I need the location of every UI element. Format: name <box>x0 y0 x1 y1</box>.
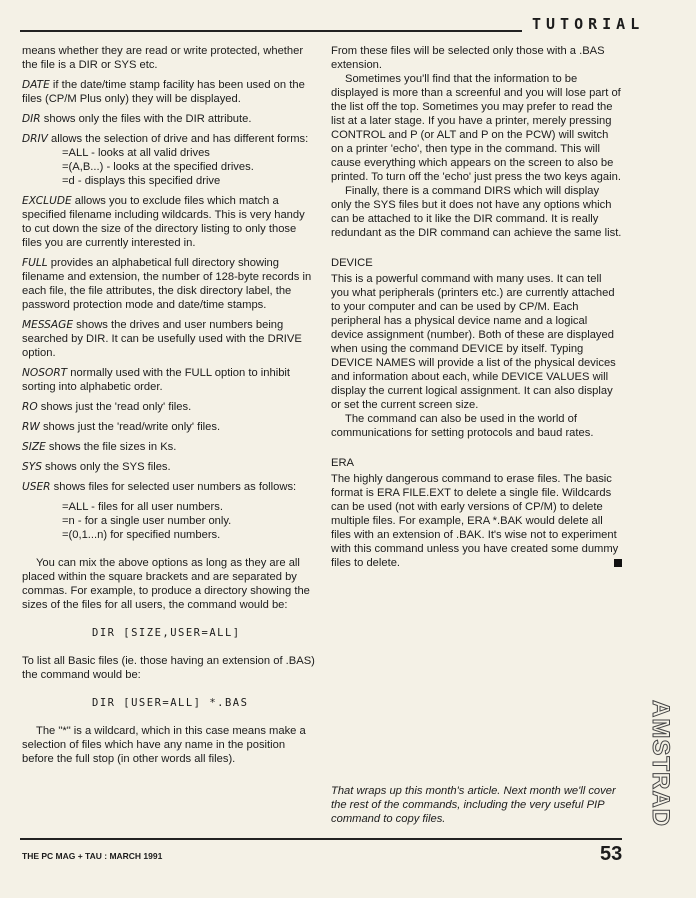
footer-rule <box>20 838 622 840</box>
driv-option-1: =ALL - looks at all valid drives <box>62 147 210 159</box>
driv-option-2: =(A,B...) - looks at the specified drives. <box>62 161 254 173</box>
option-sys <box>22 460 317 474</box>
option-message <box>22 318 317 360</box>
paragraph: From these files will be selected only those with a .BAS extension. <box>331 45 605 71</box>
option-keyword: NOSORT <box>22 367 68 379</box>
paragraph-screenful: Sometimes you'll find that the information to be displayed is more than a screenful and you will lose part of the list off the top. Sometimes you may prefer to read the list at a later stage. If you have a printer, merely pressing CONTROL and P (or ALT and P on the PCW) will switch on a printer 'echo', then type in the command. This will cause everything which appears on the screen to also be printed. To turn off the 'echo' just press the two keys again. <box>331 73 621 183</box>
option-driv <box>22 132 317 146</box>
option-desc: normally used with the FULL option to inhibit sorting into alphabetic order. <box>22 367 291 393</box>
closing-note: That wraps up this month's article. Next month we'll cover the rest of the commands, including the very useful PIP command to copy files. <box>331 785 616 825</box>
section-label: TUTORIAL <box>532 15 645 33</box>
page-number: 53 <box>600 843 623 865</box>
driv-option-3: =d - displays this specified drive <box>62 175 221 187</box>
option-size <box>22 440 317 454</box>
option-keyword: SIZE <box>22 441 46 453</box>
section-heading-era: ERA <box>331 457 355 469</box>
option-exclude <box>22 194 317 250</box>
option-keyword: EXCLUDE <box>22 195 72 207</box>
option-desc: shows the file sizes in Ks. <box>45 441 177 453</box>
option-full <box>22 256 317 312</box>
option-keyword: RW <box>22 421 40 433</box>
paragraph-basic-files: To list all Basic files (ie. those having an extension of .BAS) the command would be: <box>22 655 315 681</box>
option-desc: shows only the files with the DIR attribute. <box>40 113 252 125</box>
option-keyword: USER <box>22 481 51 493</box>
option-desc: if the date/time stamp facility has been used on the files (CP/M Plus only) they will be displayed. <box>22 79 305 105</box>
option-desc: shows just the 'read/write only' files. <box>39 421 221 433</box>
option-keyword: FULL <box>22 257 48 269</box>
option-dir <box>22 112 317 126</box>
option-keyword: RO <box>22 401 38 413</box>
option-keyword: MESSAGE <box>22 319 74 331</box>
paragraph: means whether they are read or write protected, whether the file is a DIR or SYS etc. <box>22 45 304 71</box>
section-heading-device: DEVICE <box>331 257 373 269</box>
option-date <box>22 78 317 106</box>
user-option-2: =n - for a single user number only. <box>62 515 232 527</box>
footer-publication: THE PC MAG + TAU : MARCH 1991 <box>22 851 163 861</box>
paragraph-wildcard: The "*" is a wildcard, which in this case means make a selection of files which have any name in the position before the full stop (in other words all files). <box>22 725 306 765</box>
end-mark-icon <box>614 559 622 567</box>
paragraph-device-comms: The command can also be used in the world of communications for setting protocols and baud rates. <box>331 413 594 439</box>
left-column <box>22 44 317 766</box>
option-desc: shows files for selected user numbers as follows: <box>50 481 297 493</box>
option-keyword: DRIV <box>22 133 48 145</box>
paragraph-era <box>331 472 622 570</box>
paragraph-mix-options: You can mix the above options as long as they are all placed within the square brackets and are separated by commas. For example, to produce a directory showing the sizes of the files for all users, the command would be: <box>22 557 310 611</box>
paragraph-device: This is a powerful command with many uses. It can tell you what peripherals (printers etc.) are currently attached to your computer and can be used by CP/M. Each peripheral has a physical device name and a logical device assignment (number). Both of these are displayed when using the command DEVICE by itself. Typing DEVICE NAMES will provide a list of the physical devices and information about each, while DEVICE VALUES will display the current logical assignment. It can also display or set the current screen size. <box>331 273 616 411</box>
option-keyword: DIR <box>22 113 41 125</box>
option-desc: shows just the 'read only' files. <box>37 401 192 413</box>
user-option-1: =ALL - files for all user numbers. <box>62 501 223 513</box>
era-text: The highly dangerous command to erase files. The basic format is ERA FILE.EXT to delete a single file. Wildcards can be used (not with early versions of CP/M) to delete multiple files. For example, ERA *.BAK would delete all files with an extension of .BAK. It's wise not to experiment with this command unless you have created some dummy files to delete. <box>331 473 619 569</box>
option-user <box>22 480 317 494</box>
option-nosort <box>22 366 317 394</box>
option-desc: allows the selection of drive and has different forms: <box>47 133 309 145</box>
option-rw <box>22 420 317 434</box>
option-desc: allows you to exclude files which match a specified filename including wildcards. This is very handy to cut down the size of the directory listing to only those files you are currently interested in. <box>22 195 305 249</box>
option-keyword: DATE <box>22 79 50 91</box>
option-ro <box>22 400 317 414</box>
code-example-1: DIR [SIZE,USER=ALL] <box>92 627 241 639</box>
header-rule <box>20 30 522 32</box>
option-desc: provides an alphabetical full directory showing filename and extension, the number of 128-byte records in each file, the file attributes, the disk directory label, the password protection mode and date/time stamps. <box>22 257 312 311</box>
code-example-2: DIR [USER=ALL] *.BAS <box>92 697 249 709</box>
option-desc: shows only the SYS files. <box>41 461 171 473</box>
option-desc: shows the drives and user numbers being searched by DIR. It can be usefully used with the DRIVE option. <box>22 319 302 359</box>
side-label: AMSTRAD <box>647 700 674 827</box>
option-keyword: SYS <box>22 461 42 473</box>
right-column <box>331 44 622 570</box>
user-option-3: =(0,1...n) for specified numbers. <box>62 529 221 541</box>
paragraph-dirs: Finally, there is a command DIRS which will display only the SYS files but it does not have any options which can be attached to it like the DIR command. It is really redundant as the DIR command can achieve the same list. <box>331 185 622 239</box>
